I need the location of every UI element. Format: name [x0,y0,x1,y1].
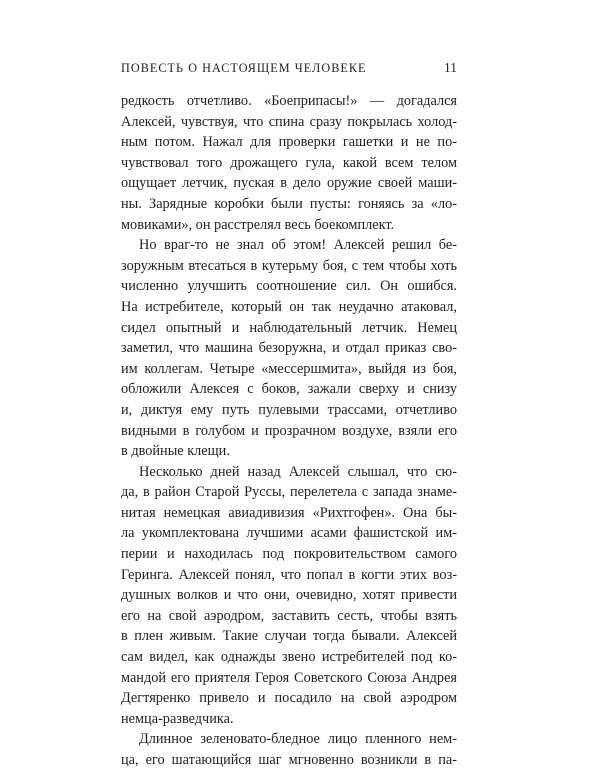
text-line: и, диктуя ему путь пулевыми трассами, отчетливо [121,401,457,418]
text-line: его на свой аэродром, заставить сесть, чтобы взять [121,607,457,624]
text-line: заметил, что машина безоружна, и отдал приказ сво- [121,340,457,357]
text-line: Геринга. Алексей понял, что попал в когти этих воз- [121,566,457,583]
paragraph [121,91,457,235]
text-line: сам видел, как однажды звено истребителей под ко- [121,649,457,666]
text-line: Но враг-то не знал об этом! Алексей решил бе- [139,237,457,254]
running-header [121,58,457,78]
text-line: мовиками», он расстрелял весь боекомплект. [121,216,395,233]
text-line: редкость отчетливо. «Боеприпасы!» — догадался [121,93,457,109]
text-line: Алексей, чувствуя, что спина сразу покрылась холод- [121,113,457,130]
text-line: ца, его шатающийся шаг мгновенно возникли в па- [121,752,457,768]
text-line: мандой его приятеля Героя Советского Союза Андрея [121,669,457,686]
text-line: Дегтяренко привело и посадило на свой аэродром [121,690,457,707]
text-line: чувствовал того дрожащего гула, какой всем телом [121,154,457,171]
body-text [121,91,457,771]
text-line: перии и находилась под покровительством самого [121,546,457,563]
text-line: Несколько дней назад Алексей слышал, что сю- [139,463,457,480]
text-line: обложили Алексея с боков, зажали сверху и снизу [121,381,457,398]
running-title: ПОВЕСТЬ О НАСТОЯЩЕМ ЧЕЛОВЕКЕ [121,61,367,75]
text-line: численно улучшить соотношение сил. Он ошибся. [121,278,457,295]
text-line: видными в голубом и прозрачном воздухе, взяли его [121,422,457,439]
text-line: Длинное зеленовато-бледное лицо пленного нем- [139,731,457,748]
text-line: немца-разведчика. [121,710,234,727]
text-line: зоружным втесаться в кутерьму боя, с тем чтобы хоть [121,257,457,274]
text-line: ны. Зарядные коробки были пусты: гоняясь за «ло- [121,195,457,212]
text-line: да, в район Старой Руссы, перелетела с запада знаме- [121,484,457,501]
text-line: сидел опытный и наблюдательный летчик. Немец [121,319,457,336]
text-line: душных волков и что они, очевидно, хотят привести [121,587,457,604]
text-line: ным потом. Нажал для проверки гашетки и не по- [121,134,457,151]
text-line: нитая немецкая авиадивизия «Рихтгофен». Она бы- [121,504,457,521]
text-line: в плен живым. Такие случаи тогда бывали. Алексей [121,628,457,645]
paragraph [121,235,457,462]
paragraph [121,462,457,730]
text-line: им коллегам. Четыре «мессершмита», выйдя из боя, [121,360,457,377]
page-number: 11 [444,60,457,75]
text-line: в двойные клещи. [121,443,230,460]
text-line: На истребителе, который он так неудачно атаковал, [121,298,457,315]
text-line: ощущает летчик, пуская в дело оружие своей маши- [121,175,457,192]
paragraph [121,729,457,770]
text-line: ла укомплектована лучшими асами фашистской им- [121,525,457,542]
